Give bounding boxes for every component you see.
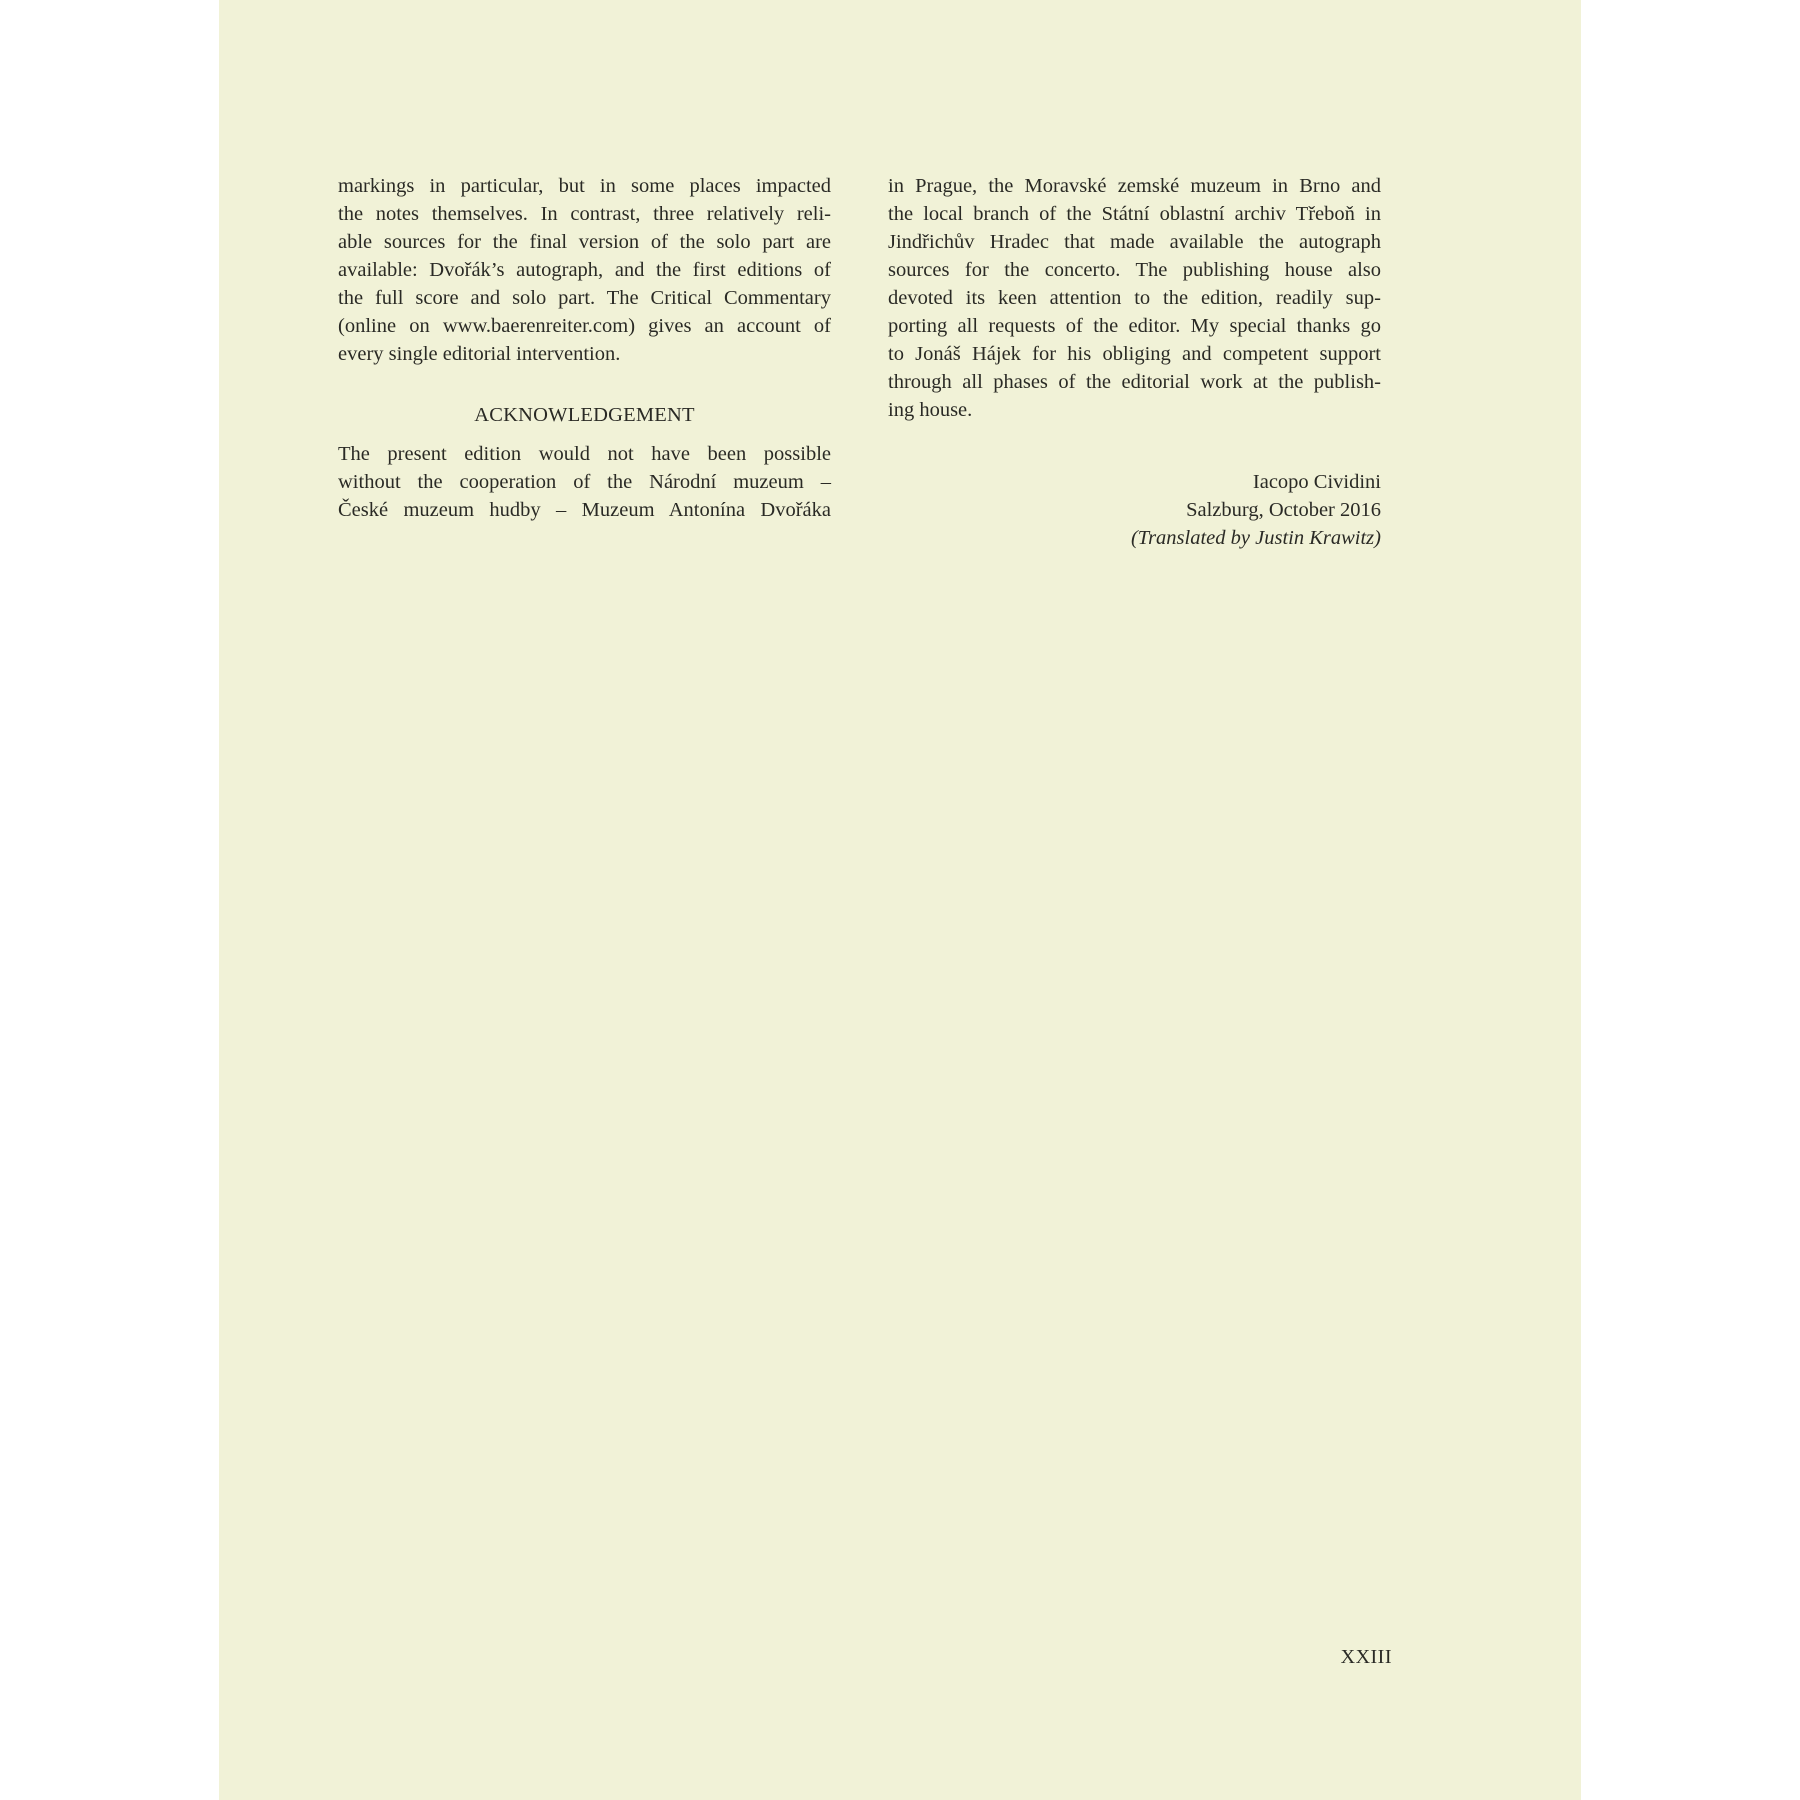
page-number: XXIII: [1340, 1646, 1392, 1668]
right-column: [888, 172, 1381, 552]
text-line: devoted its keen attention to the edition, readily sup-: [888, 287, 1381, 309]
acknowledgement-continuation: [888, 172, 1381, 424]
author-name: Iacopo Cividini: [1252, 471, 1381, 493]
document-page: [219, 0, 1581, 1800]
text-line: The present edition would not have been possible: [338, 443, 831, 465]
signature-block: [888, 468, 1381, 552]
text-line: every single editorial intervention.: [338, 343, 621, 365]
acknowledgement-heading: ACKNOWLEDGEMENT: [474, 404, 695, 426]
text-line: the local branch of the Státní oblastní archiv Třeboň in: [888, 203, 1381, 225]
text-line: Jindřichův Hradec that made available the autograph: [888, 231, 1381, 253]
acknowledgement-paragraph: [338, 440, 831, 524]
text-line: markings in particular, but in some places impacted: [338, 175, 831, 197]
left-column: [338, 172, 831, 524]
text-line: without the cooperation of the Národní muzeum –: [338, 471, 831, 493]
intro-paragraph: [338, 172, 831, 368]
text-line: through all phases of the editorial work at the publish-: [888, 371, 1381, 393]
text-line: available: Dvořák’s autograph, and the first editions of: [338, 259, 831, 281]
place-date: Salzburg, October 2016: [1186, 499, 1381, 521]
text-line: the notes themselves. In contrast, three relatively reli-: [338, 203, 831, 225]
text-line: to Jonáš Hájek for his obliging and competent support: [888, 343, 1381, 365]
text-line: sources for the concerto. The publishing house also: [888, 259, 1381, 281]
text-line: the full score and solo part. The Critical Commentary: [338, 287, 831, 309]
text-line: able sources for the final version of the solo part are: [338, 231, 831, 253]
text-line: (online on www.baerenreiter.com) gives an account of: [338, 315, 831, 337]
translator-credit: (Translated by Justin Krawitz): [1130, 527, 1381, 549]
text-line: porting all requests of the editor. My special thanks go: [888, 315, 1381, 337]
text-line: České muzeum hudby – Muzeum Antonína Dvořáka: [338, 499, 831, 521]
text-line: ing house.: [888, 399, 973, 421]
text-line: in Prague, the Moravské zemské muzeum in Brno and: [888, 175, 1381, 197]
